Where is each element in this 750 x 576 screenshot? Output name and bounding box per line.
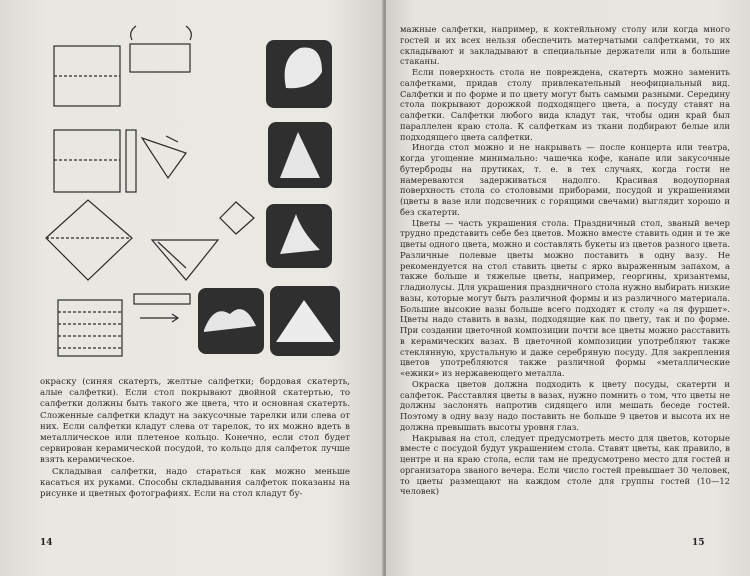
fold-diagram-diamond: [46, 200, 132, 280]
fold-diagram-cone: [142, 138, 186, 178]
fold-diagram-square-2: [54, 130, 120, 192]
paragraph: Окраска цветов должна подходить к цвету посуды, скатерти и салфеток. Расставляя цветы в вазах, нужно помнить о том, что цветы не должны заслонять напротив сидящего или мешать беседе гостей. Поэтому в одну вазу надо поставить не больше 9 цветов и высота их не должна превышать высоты уровня глаз.: [400, 378, 730, 432]
left-page-text: [40, 377, 350, 500]
paragraph: Накрывая на стол, следует предусмотреть место для цветов, которые вместе с посудой будут украшением стола. Ставят цветы, как правило, в центре и на краю стола, если там не предусмотрено место для гостей и организатора званого вечера. Если число гостей превышает 30 человек, то цветы размещают на каждом столе для группы гостей (10—12 человек): [400, 432, 730, 497]
napkin-folding-figure: [36, 18, 356, 363]
fold-diagram-strip: [134, 294, 190, 304]
right-page: [386, 0, 750, 576]
paragraph: окраску (синяя скатерть, желтые салфетки; бордовая скатерть, алые салфетки). Если стол покрывают двойной скатертью, то салфетки должны быть такого же цвета, что и основная скатерть. Сложенные салфетки кладут на закусочные тарелки или слева от них. Если салфетки кладут слева от тарелок, то их можно вдеть в металлическое или плетеное кольцо. Конечно, если стол будет сервирован керамической посудой, то кольцо для салфеток лучше взять керамическое.: [40, 377, 350, 466]
paragraph: мажные салфетки, например, к коктейльному столу или когда много гостей и их всех нельзя обеспечить матерчатыми салфетками, то их складывают и закладывают в специальные держатели или в большие стаканы.: [400, 24, 730, 67]
right-page-text: [400, 24, 730, 497]
page-number: 15: [692, 538, 705, 548]
paragraph: Цветы — часть украшения стола. Праздничный стол, званый вечер трудно представить себе без цветов. Можно вместе ставить один и те же цветы одного цвета, можно и составлять букеты из цветов разного цвета. Различные полевые цветы можно поставить в одну вазу. Не рекомендуется на стол ставить цветы с ярко выраженным запахом, а также больше и тяжелые цветы, например, георгины, хризантемы, гладиолусы. Для украшения праздничного стола нужно выбирать низкие вазы, которые могут быть различной формы и из различного материала. Большие высокие вазы больше всего подходят к столу «а ля фуршет». Цветы надо ставить в вазы, подходящие как по цвету, так и по форме. При создании цветочной композиции почти все цветы можно расставить в керамических вазах. В цветочной композиции употребляют также стеклянную, хрустальную и даже серебряную посуду. Для закрепления цветов употребляются также различной формы «металлические «ежики» из нержавеющего металла.: [400, 217, 730, 378]
fold-diagram-small-diamond: [220, 202, 254, 234]
paragraph: Складывая салфетки, надо стараться как можно меньше касаться их руками. Способы складывания салфеток показаны на рисунке и цветных фотографиях. Если на стол кладут бу-: [40, 466, 350, 500]
page-number: 14: [40, 538, 53, 548]
fold-diagram-rect-1: [130, 44, 190, 72]
fold-diagram-rect-2: [126, 130, 136, 192]
paragraph: Иногда стол можно и не накрывать — после концерта или театра, когда угощение минимально: чашечка кофе, канапе или закусочные бутерброды на прутиках, т. е. в тех случаях, когда гости не намереваются задерживаться надолго. Красивая водоупорная поверхность стола со столовыми приборами, посудой и украшениями (цветы в вазе или подсвечник с горящими свечами) выглядит хорошо и без скатерти.: [400, 142, 730, 217]
paragraph: Если поверхность стола не повреждена, скатерть можно заменить салфетками, придав столу привлекательный неофициальный вид. Салфетки и по форме и по цвету могут быть самыми разными. Середину стола покрывают дорожкой подходящего цвета, а посуду ставят на салфетки. Салфетки любого вида кладут так, чтобы один край был параллелен краю стола. К салфеткам из ткани подбирают белые или подходящего цвета салфетки.: [400, 67, 730, 142]
